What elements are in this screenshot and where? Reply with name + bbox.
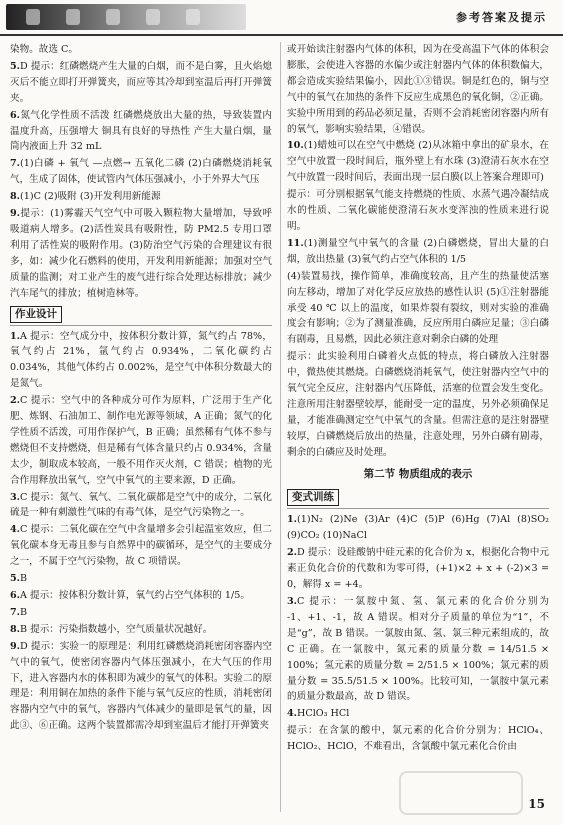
answer-text: 提示：在含氯的酸中，氯元素的化合价分别为：HClO₄、HClO₂、HClO，不难看出，含氯酸中氯元素化合价由 [287,725,549,753]
section-label-homework: 作业设计 [10,306,62,323]
answer-number: 4. [10,524,21,536]
banner-deco-icon [186,9,200,25]
answer-number: 3. [10,491,21,503]
answer-item [287,706,549,722]
answer-item [287,723,549,755]
answer-item [10,189,272,205]
right-column [287,42,549,756]
answer-item [10,59,272,107]
answer-item [287,594,549,705]
answer-item [287,349,549,460]
answer-text: A 提示：空气成分中，按体积分数计算，氮气约占 78%，氧气约占 21%，氩气约占 0.934%，二氧化碳约占 0.034%，其他气体约占 0.002%，是空气中体积分数最大的是氮气。 [10,330,272,390]
answer-item [10,156,272,188]
answer-item [287,138,549,186]
answer-item [10,42,272,58]
banner-deco-icon [26,9,40,25]
answer-text: C 提示：二氧化碳在空气中含量增多会引起温室效应，但二氧化碳本身无毒且参与自然界中的碳循环，是空气的主要成分之一，不属于空气污染物，故 C 项错误。 [10,524,272,568]
header-banner-image [6,4,246,30]
answer-text: (1)蜡烛可以在空气中燃烧 (2)从冰箱中拿出的矿泉水，在空气中放置一段时间后，瓶外壁上有水珠 (3)澄清石灰水在空气中放置一段时间后，表面出现一层白膜(以上答案合理即可) [287,140,549,184]
section-label-variant: 变式训练 [287,489,339,506]
answer-number: 3. [287,596,298,607]
section-header-variant [287,486,549,509]
left-column [10,42,272,735]
answer-number: 7. [10,606,21,618]
answer-item [10,605,272,621]
answer-item [287,42,549,137]
answer-number: 2. [287,547,298,559]
answer-text: 提示：(1)雾霾天气空气中可吸入颗粒物大量增加，导致呼吸道病人增多。(2)活性炭具有吸附性，防 PM2.5 专用口罩利用了活性炭的吸附作用。(3)防治空气污染的合理建议有很多，如：减少化石燃料的使用，开发利用新能源；加强对空气质量的监测；对工业产生的废气进行综合处理达标排放；减少汽车尾气的排放；植树造林等。 [10,208,272,299]
answer-item [10,522,272,570]
answer-item [287,236,549,268]
answer-item [10,622,272,638]
banner-deco-icon [146,9,160,25]
answer-text: (1)C (2)吸附 (3)开发利用新能源 [20,191,161,203]
answer-number: 11. [287,237,304,249]
answer-text: C 提示：氮气、氧气、二氧化碳都是空气中的成分，二氧化硫是一种有刺激性气味的有毒气体，是空气污染物之一。 [10,491,272,519]
answer-text: A 提示：按体积分数计算，氧气约占空气体积的 1/5。 [20,590,250,601]
homework-answers [10,329,272,735]
answer-text: C 提示：一氯胺中氮、氢、氯元素的化合价分别为 -1、+1、-1，故 A 错误。相对分子质量的单位为“1”，不是“g”，故 B 错误。一氯胺由氮、氢、氯三种元素组成的，故 C 正确。在一氯胺中，氮元素的质量分数 = 14/51.5 × 100%；氢元素的质量分数 = 2/51.5 × 100%；氯元素的质量分数 = 35.5/51.5 × 100%。比较可知，一氯胺中氯元素的质量分数最高，故 D 错误。 [287,596,549,703]
page-number: 15 [528,797,545,811]
answer-number: 9. [10,208,21,220]
header-title: 参考答案及提示 [456,11,547,24]
answer-text: 染物。故选 C。 [10,44,78,55]
answer-number: 9. [10,640,21,652]
answer-text: 提示：可分别根据氧气能支持燃烧的性质、水蒸气遇冷凝结成水的性质、二氧化碳能使澄清石灰水变浑浊的性质来进行说明。 [287,189,549,232]
left-answers [10,42,272,302]
answer-text: B [20,606,28,618]
answer-item [10,571,272,587]
answer-number: 5. [10,60,21,72]
right-answers [287,42,549,461]
answer-text: HClO₃ HCl [297,708,350,720]
banner-deco-icon [106,9,120,25]
answer-number: 1. [10,330,21,342]
answer-text: (1)测量空气中氧气的含量 (2)白磷燃烧，冒出大量的白烟，放出热量 (3)氧气约占空气体积的 1/5 [287,237,549,265]
variant-answers [287,512,549,755]
answer-text: 氮气化学性质不活泼 红磷燃烧放出大量的热，导致装置内温度升高，压强增大 铜具有良好的导热性 产生大量白烟，量筒内液面上升 32 mL [10,109,272,153]
answer-text: B 提示：污染指数越小，空气质量状况越好。 [20,623,213,635]
answer-item [287,269,549,349]
banner-deco-icon [66,9,80,25]
answer-text: (1)白磷 + 氧气 —点燃→ 五氧化二磷 (2)白磷燃烧消耗氧气，生成了固体，使试管内气体压强减小，小于外界大气压 [10,158,272,186]
answer-number: 8. [10,191,21,203]
section-header-homework [10,303,272,326]
answer-number: 1. [287,514,298,526]
answer-item [287,545,549,593]
answer-number: 5. [10,573,21,585]
answer-text: 提示：此实验利用白磷着火点低的特点，将白磷放入注射器中，微热使其燃烧。白磷燃烧消耗氧气，使注射器内空气中的氧气完全反应，注射器内气压降低，活塞的位置会发生变化。注意所用注射器壁较厚，能耐受一定的温度，另外必须确保足量，才能准确测定空气中氧气的含量。但需注意的是注射器壁较厚，白磷燃烧后放出的热量，注意处理，另外白磷有剧毒，剩余的白磷应及时处理。 [287,351,549,458]
answer-number: 10. [287,140,304,152]
page-header [0,0,563,36]
answer-item [287,512,549,544]
answer-item [10,108,272,156]
answer-item [10,393,272,488]
answer-item [10,206,272,301]
answer-text: D 提示：设硅酸钠中硅元素的化合价为 x，根据化合物中元素正负化合价的代数和为零可得，(+1)×2 + x + (-2)×3 = 0，解得 x = +4。 [287,547,549,591]
answer-text: B [20,573,28,585]
answer-number: 2. [10,395,21,407]
answer-number: 4. [287,708,298,720]
answer-number: 8. [10,623,21,635]
answer-text: 或开始读注射器内气体的体积，因为在受高温下气体的体积会膨胀，会使进入容器的水偏少或注射器内气体的体积数偏大，都会造成实验结果偏小，因此①③错误。铜是红色的，铜与空气中的氧气在加热的条件下反应生成黑色的氧化铜，②正确。实验中所用到的药品必须足量，否则不会消耗密闭容器内所有的氧气，影响实验结果，④错误。 [287,44,549,135]
answer-item [10,329,272,393]
answer-item [10,639,272,734]
answer-text: C 提示：空气中的各种成分可作为原料，广泛用于生产化肥、炼钢、石油加工、制作电光源等领域，A 正确；氮气的化学性质不活泼，可用作保护气，B 正确；虽然稀有气体不参与燃烧但不支持燃烧，但是稀有气体含量只约占 0.934%，含量太少，制取成本较高，一般不用作灭火剂，C 错误；植物的光合作用释放出氧气，空气中氧气的主要来源，D 正确。 [10,395,272,486]
answer-item [10,490,272,522]
column-divider [280,42,281,812]
answer-number: 7. [10,158,21,170]
answer-number: 6. [10,590,21,601]
answer-text: (1)N₂ (2)Ne (3)Ar (4)C (5)P (6)Hg (7)Al (8)SO₂ (9)CO₂ (10)NaCl [287,514,549,542]
answer-number: 6. [10,109,21,121]
answer-item [287,187,549,235]
answer-item [10,588,272,604]
section-title-2: 第二节 物质组成的表示 [363,467,473,480]
watermark-logo [399,771,523,815]
answer-text: D 提示：红磷燃烧产生大量的白烟，而不是白雾，且火焰熄灭后不能立即打开弹簧夹，而应等其冷却到室温后再打开弹簧夹。 [10,60,272,104]
answer-text: D 提示：实验一的原理是：利用红磷燃烧消耗密闭容器内空气中的氧气，使密闭容器内气体压强减小，在大气压的作用下，进入容器内水的体积即为减少的氧气的体积。实验二的原理是：利用铜在加热的条件下能与氧气反应的性质，消耗密闭容器内空气中的氧气，容器内气体减少的量即是氧气的量，因此③、⑥正确。这两个装置都需冷却到室温后才能打开弹簧夹 [10,640,272,732]
answer-text: (4)装置易找，操作简单，准确度较高，且产生的热量使活塞向左移动，增加了对化学反应放热的感性认识 (5)①注射器能承受 40 ℃ 以上的温度，如果炸裂有裂纹，则对实验的准确度会有影响；②为了测量准确，反应所用白磷应足量；③白磷有剧毒，且易燃，因此必须注意对剩余白磷的处理 [287,270,549,346]
